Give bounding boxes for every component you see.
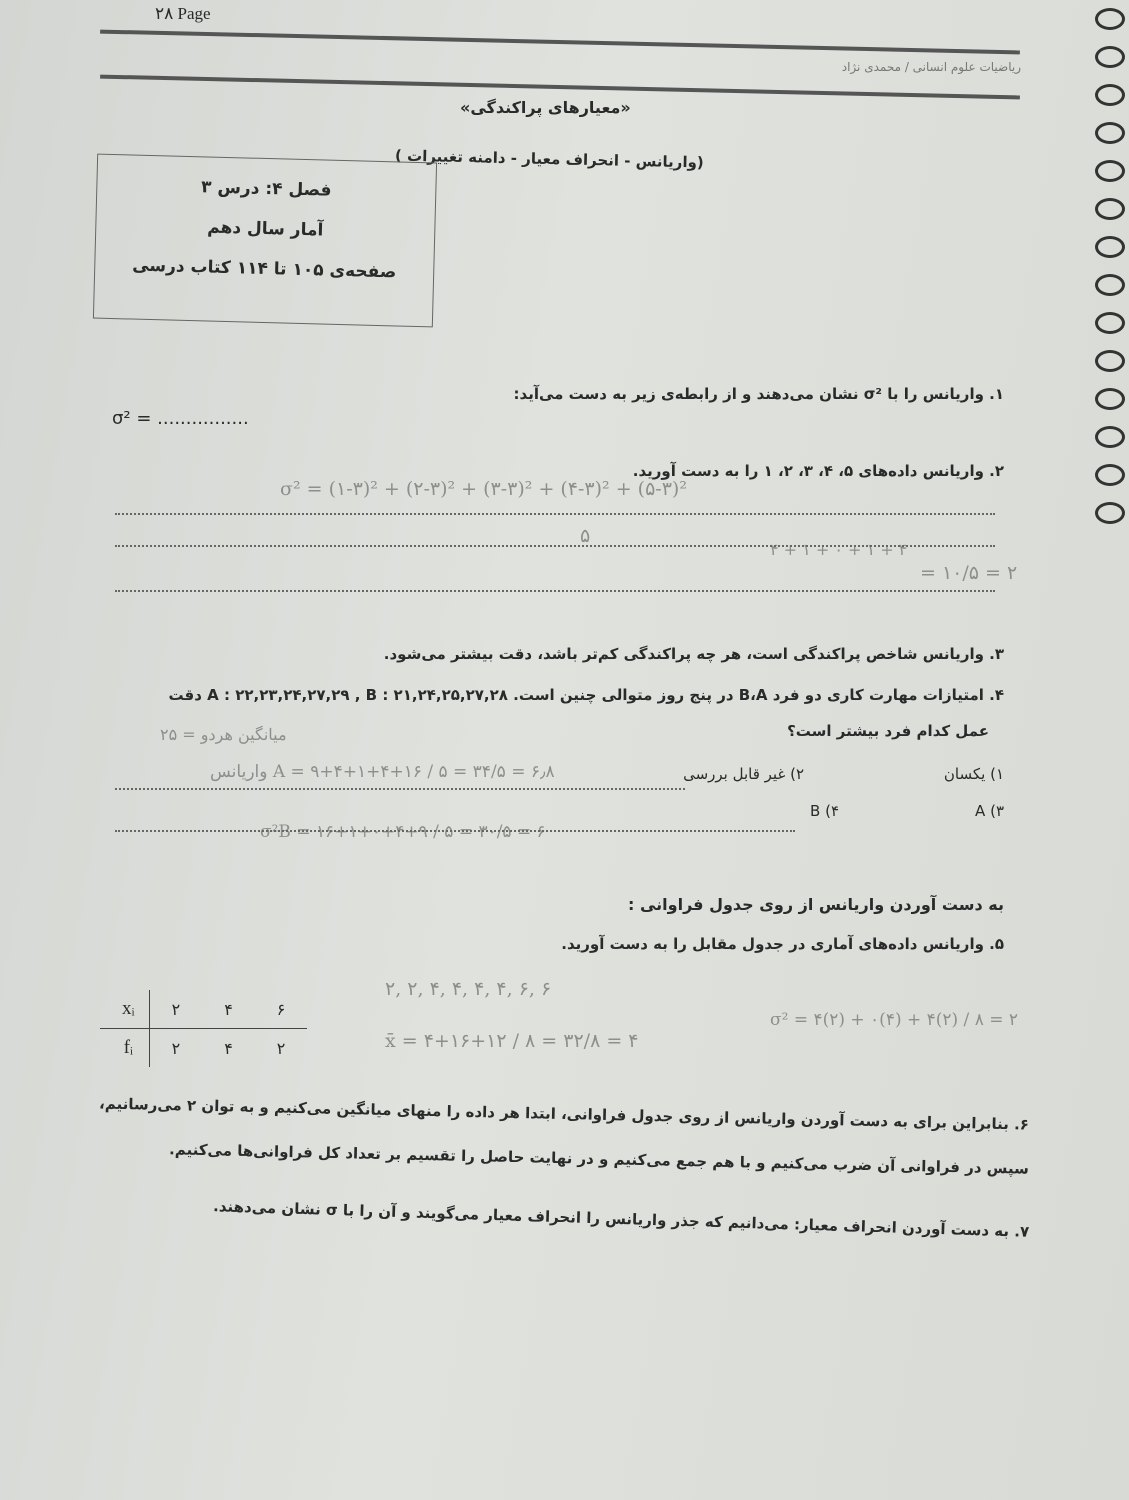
question-1: ۱. واریانس را با σ² نشان می‌دهند و از رابطه‌ی زیر به دست می‌آید: [513, 385, 1004, 403]
q5-handwritten-list: ۲, ۲, ۴, ۴, ۴, ۴, ۶, ۶ [385, 978, 552, 1000]
pages-label: صفحه‌ی ۱۰۵ تا ۱۱۴ کتاب درسی [131, 255, 397, 283]
xi-cell: ۴ [202, 990, 255, 1029]
spiral-ring [1095, 426, 1125, 448]
question-6: ۶. بنابراین برای به دست آوردن واریانس از روی جدول فراوانی، ابتدا هر داده را منهای میانگین می‌کنیم و به توان ۲ می‌رسانیم، [98, 1094, 1030, 1134]
xi-header: xᵢ [100, 990, 149, 1029]
q5-handwritten-variance: σ² = ۴(۲) + ۰(۴) + ۴(۲) / ۸ = ۲ [770, 1010, 1019, 1030]
spiral-ring [1095, 464, 1125, 486]
spiral-ring [1095, 8, 1125, 30]
chapter-label: فصل ۴: درس ۳ [200, 177, 332, 201]
spiral-ring [1095, 350, 1125, 372]
q2-handwritten-result: = ۱۰/۵ = ۲ [920, 562, 1018, 584]
question-6-line-2: سپس در فراوانی آن ضرب می‌کنیم و با هم جمع می‌کنیم و در نهایت حاصل را تقسیم بر تعداد کل فراوانی‌ها می‌کنیم. [168, 1140, 1030, 1178]
spiral-ring [1095, 160, 1125, 182]
spiral-ring [1095, 312, 1125, 334]
spiral-ring [1095, 388, 1125, 410]
page-subtitle: (واریانس - انحراف معیار - دامنه تغییرات ) [394, 146, 704, 172]
answer-line [115, 590, 995, 592]
fi-cell: ۴ [224, 1038, 233, 1058]
q4-option-4: ۴) B [810, 802, 839, 820]
question-4: ۴. امتیازات مهارت کاری دو فرد B،A در پنج روز متوالی چنین است. A : ۲۲,۲۳,۲۴,۲۷,۲۹ , B : ۲۱,۲۴,۲۵,۲۷,۲۸ دقت [168, 686, 1004, 704]
q4-handwritten-variance-b: σ²B = ۱۶+۱+۰+۴+۹ / ۵ = ۳۰/۵ = ۶ [260, 822, 546, 842]
q4-option-1: ۱) یکسان [943, 765, 1004, 783]
author-line: ریاضیات علوم انسانی / محمدی نژاد [841, 60, 1021, 74]
spiral-ring [1095, 274, 1125, 296]
spiral-ring [1095, 198, 1125, 220]
answer-line [115, 513, 995, 515]
info-box [93, 154, 437, 328]
spiral-ring [1095, 46, 1125, 68]
answer-line [115, 545, 995, 547]
fi-cell: ۲ [276, 1038, 286, 1058]
fi-header: fᵢ [100, 1029, 149, 1068]
header-rule-bottom [100, 75, 1020, 100]
answer-line [115, 830, 795, 832]
spiral-ring [1095, 84, 1125, 106]
variance-formula-blank: σ² = ................ [112, 408, 249, 429]
section-heading: به دست آوردن واریانس از روی جدول فراوانی : [628, 895, 1004, 914]
q4-handwritten-mean: ۲۵ = میانگین هردو [160, 725, 287, 744]
page-number: ۲۸ Page [155, 4, 211, 23]
q2-handwritten-denominator: ۵ [580, 525, 591, 547]
question-3: ۳. واریانس شاخص پراکندگی است، هر چه پراکندگی کم‌تر باشد، دقت بیشتر می‌شود. [383, 645, 1004, 663]
question-4-line-2: عمل کدام فرد بیشتر است؟ [787, 722, 989, 740]
spiral-ring [1095, 236, 1125, 258]
q2-handwritten-sum: ۴ + ۱ + ۰ + ۱ + ۴ [770, 540, 908, 559]
q4-option-2: ۲) غیر قابل بررسی [683, 765, 804, 783]
answer-line [115, 788, 685, 790]
spiral-ring [1095, 122, 1125, 144]
q5-handwritten-mean: x̄ = ۴+۱۶+۱۲ / ۸ = ۳۲/۸ = ۴ [385, 1030, 639, 1052]
question-7: ۷. به دست آوردن انحراف معیار: می‌دانیم که جذر واریانس را انحراف معیار می‌گویند و آن را با σ نشان می‌دهند. [212, 1197, 1030, 1241]
fi-cell: ۲ [171, 1038, 181, 1058]
spiral-ring [1095, 502, 1125, 524]
xi-cell: ۲ [149, 990, 202, 1029]
q2-handwritten-work: σ² = (۱-۳)² + (۲-۳)² + (۳-۳)² + (۴-۳)² + (۵-۳)² [280, 478, 687, 500]
frequency-table [100, 990, 307, 1067]
question-2: ۲. واریانس داده‌های ۵، ۴، ۳، ۲، ۱ را به دست آورید. [632, 462, 1004, 480]
xi-cell: ۶ [255, 990, 308, 1029]
q4-option-3: ۳) A [975, 802, 1004, 820]
q4-handwritten-variance-a: واریانس A = ۹+۴+۱+۴+۱۶ / ۵ = ۳۴/۵ = ۶٫۸ [210, 762, 555, 782]
page-title: «معیارهای پراکندگی» [460, 98, 631, 117]
header-rule-top [100, 30, 1020, 55]
question-5: ۵. واریانس داده‌های آماری در جدول مقابل را به دست آورید. [561, 935, 1004, 953]
subject-label: آمار سال دهم [207, 217, 324, 241]
